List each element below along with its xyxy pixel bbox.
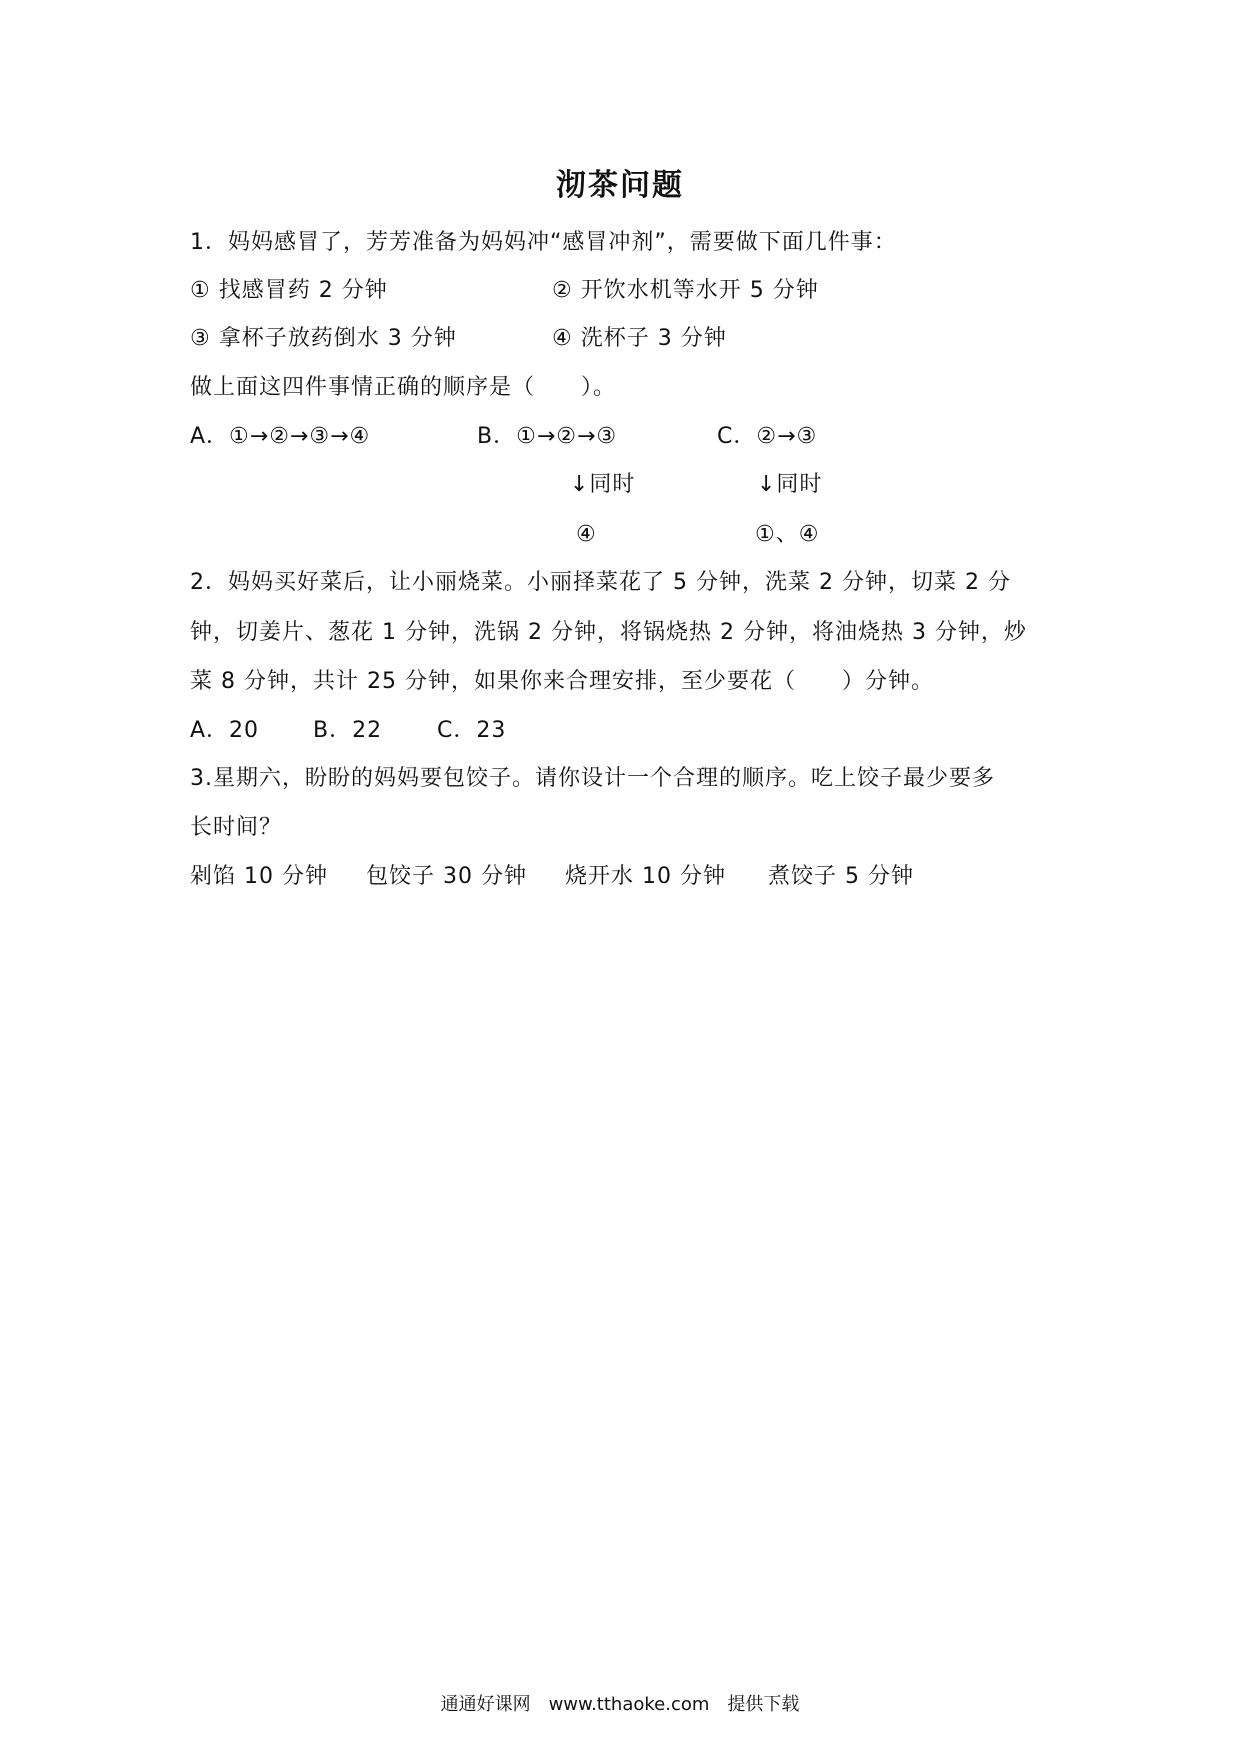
q2-option-a: A．20 (190, 718, 260, 743)
q2-option-c: C．23 (437, 718, 507, 743)
q1-option-c-top: C．②→③ (717, 424, 818, 449)
q2-line-1: 2．妈妈买好菜后，让小丽烧菜。小丽择菜花了 5 分钟，洗菜 2 分钟，切菜 2 分 (190, 570, 1011, 595)
q1-option-c-bot: ①、④ (755, 522, 820, 547)
q3-line-2: 长时间？ (190, 815, 283, 840)
q3-item-4: 煮饺子 5 分钟 (768, 864, 914, 889)
q2-line-3: 菜 8 分钟，共计 25 分钟，如果你来合理安排，至少要花（ ）分钟。 (190, 669, 934, 694)
q3-item-2: 包饺子 30 分钟 (366, 864, 527, 889)
q1-option-b-bot: ④ (576, 522, 597, 547)
q1-step-4: ④ 洗杯子 3 分钟 (552, 326, 727, 351)
q1-option-c-mid: ↓同时 (757, 472, 823, 497)
q1-step-3: ③ 拿杯子放药倒水 3 分钟 (190, 326, 457, 351)
q1-option-b-top: B．①→②→③ (477, 424, 618, 449)
q1-option-a: A．①→②→③→④ (190, 424, 371, 449)
footer-credit: 通通好课网 www.tthaoke.com 提供下载 (440, 1694, 800, 1715)
q1-option-b-mid: ↓同时 (570, 472, 636, 497)
q2-line-2: 钟，切姜片、葱花 1 分钟，洗锅 2 分钟，将锅烧热 2 分钟，将油烧热 3 分钟，炒 (190, 620, 1027, 645)
q3-item-1: 剁馅 10 分钟 (190, 864, 328, 889)
q1-stem: 1．妈妈感冒了，芳芳准备为妈妈冲“感冒冲剂”，需要做下面几件事： (190, 230, 897, 255)
q3-item-3: 烧开水 10 分钟 (565, 864, 726, 889)
page-title: 沏茶问题 (556, 168, 684, 203)
q2-option-b: B．22 (313, 718, 383, 743)
q1-step-1: ① 找感冒药 2 分钟 (190, 278, 388, 303)
q1-step-2: ② 开饮水机等水开 5 分钟 (552, 278, 819, 303)
q3-line-1: 3.星期六，盼盼的妈妈要包饺子。请你设计一个合理的顺序。吃上饺子最少要多 (190, 766, 995, 791)
q1-question: 做上面这四件事情正确的顺序是（ ）。 (190, 375, 617, 400)
